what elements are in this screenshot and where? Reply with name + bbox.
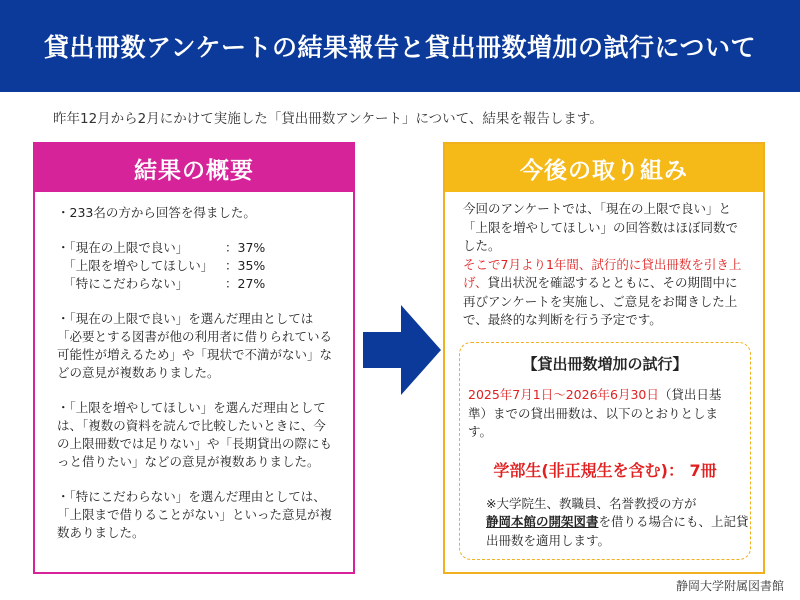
- respondents-count: ・233名の方から回答を得ました。: [57, 205, 256, 220]
- trial-loan-limit: 学部生(非正規生を含む)： 7冊: [493, 460, 717, 480]
- reason-increase-limit: ・「上限を増やしてほしい」を選んだ理由としては、「複数の資料を読んで比較したいときに、今の上限冊数では足りない」や「長期貸出の際にもっと借りたい」などの意見が複数ありました。: [57, 400, 333, 469]
- plan-detail: 貸出状況を確認するとともに、その期間中に再びアンケートを実施し、ご意見をお聞きした上で、最終的な判断を行う予定です。: [463, 275, 738, 327]
- reason-no-preference: ・「特にこだわらない」を選んだ理由としては、「上限まで借りることがない」といった意見が複数ありました。: [57, 489, 333, 540]
- next-steps-panel: [443, 142, 765, 574]
- result-row: [57, 275, 337, 293]
- trial-info-box: [459, 342, 751, 560]
- result-value: ：35%: [225, 258, 266, 273]
- results-list: [57, 239, 337, 293]
- trial-title: 【貸出冊数増加の試行】: [522, 355, 688, 373]
- next-steps-panel-title: 今後の取り組み: [445, 144, 763, 192]
- trial-note: [460, 495, 750, 551]
- results-panel: [33, 142, 355, 574]
- survey-summary: 今回のアンケートでは、「現在の上限で良い」と「上限を増やしてほしい」の回答数はほぼ同数でした。: [463, 201, 739, 253]
- results-panel-body: [35, 192, 353, 542]
- result-label: 「上限を増やしてほしい」: [57, 258, 214, 273]
- right-arrow-icon: [363, 305, 441, 395]
- result-row: [57, 239, 337, 257]
- next-steps-body: [445, 192, 763, 330]
- plan-text: [463, 256, 749, 330]
- intro-text: 昨年12月から2月にかけて実施した「貸出冊数アンケート」について、結果を報告します。: [53, 111, 603, 127]
- library-name: 静岡大学附属図書館: [675, 579, 784, 593]
- result-label: ・「現在の上限で良い」: [57, 240, 189, 255]
- result-value: ：37%: [225, 240, 266, 255]
- trial-note-suffix: を借りる場合にも、上記貸出冊数を適用します。: [486, 514, 749, 548]
- trial-note-prefix: ※大学院生、教職員、名誉教授の方が: [486, 495, 697, 511]
- plan-highlight: そこで7月より1年間、試行的に貸出冊数を引き上げ、: [463, 256, 742, 290]
- result-value: ：27%: [225, 276, 266, 291]
- trial-dates: 2025年7月1日～2026年6月30日: [468, 387, 659, 402]
- trial-note-collection: 静岡本館の開架図書: [486, 514, 599, 529]
- result-row: [57, 257, 337, 275]
- trial-period-detail: （貸出日基準）までの貸出冊数は、以下のとおりとします。: [468, 387, 722, 439]
- result-label: 「特にこだわらない」: [57, 276, 189, 291]
- header-banner: [0, 0, 800, 92]
- reason-keep-limit: ・「現在の上限で良い」を選んだ理由としては「必要とする図書が他の利用者に借りられている可能性が増えるため」や「現状で不満がない」などの意見が複数ありました。: [57, 311, 333, 380]
- trial-period: [460, 386, 750, 442]
- results-panel-title: 結果の概要: [35, 144, 353, 192]
- page-title: 貸出冊数アンケートの結果報告と貸出冊数増加の試行について: [43, 33, 756, 62]
